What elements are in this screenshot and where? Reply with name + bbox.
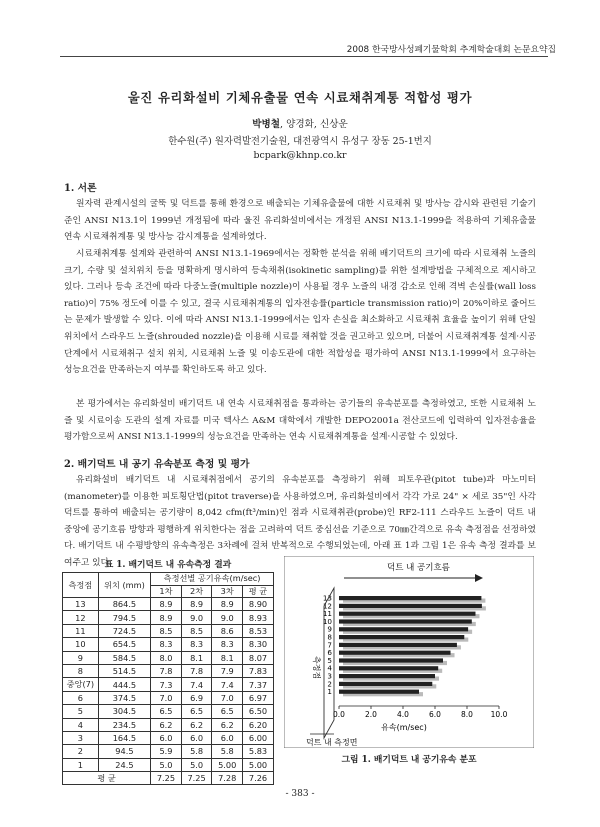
table-cell: 9.0 — [181, 611, 212, 624]
section-heading: 1. 서론 — [64, 183, 97, 194]
table-cell: 5.8 — [181, 745, 212, 758]
table-cell: 6 — [63, 691, 99, 704]
table-cell: 5.83 — [243, 745, 274, 758]
col-header-run2: 2차 — [181, 585, 212, 598]
table-cell: 7.37 — [243, 678, 274, 691]
table-cell: 24.5 — [98, 758, 150, 771]
table-cell: 6.0 — [181, 731, 212, 744]
y-tick-label: 13 — [322, 593, 332, 603]
table-cell: 8.90 — [243, 598, 274, 611]
table-cell: 304.5 — [98, 705, 150, 718]
table-cell: 234.5 — [98, 718, 150, 731]
table-cell: 7.8 — [181, 664, 212, 677]
table-cell: 6.20 — [243, 718, 274, 731]
table-cell: 8.3 — [181, 638, 212, 651]
x-axis-label: 유속(m/sec) — [381, 723, 427, 732]
body-paragraph: 유리화설비 배기덕트 내 시료채취점에서 공기의 유속분포를 측정하기 위해 피토우관(pitot tube)과 마노미터(manometer)를 이용한 피토횡단법(pitot traverse)을 사용하였으며, 유리화설비에서 각각 가로 24" × 세로 35"인 사각 덕트를 통하여 배출되는 공기량이 8,042 cfm(ft³/min)인 점과 시료채취관(probe)인 RF2-111 스라우드 노즐이 덕트 내 중앙에 공기흐름 방향과 평행하게 위치한다는 점을 고려하여 덕트 중심선을 기준으로 70㎜간격으로 유속 측정점을 선정하였다. 배기덕트 내 수평방향의 유속측정은 3차례에 걸쳐 반복적으로 수행되었는데, 아래 표 1과 그림 1은 유속 측정 결과를 보여주고 있다. — [64, 475, 536, 568]
y-tick-label: 4 — [327, 663, 332, 673]
velocity-table — [62, 572, 274, 785]
table-cell: 5.00 — [243, 758, 274, 771]
table-cell: 444.5 — [98, 678, 150, 691]
table-cell: 8.93 — [243, 611, 274, 624]
affiliation: 한수원(주) 원자력발전기술원, 대전광역시 유성구 장동 25-1번지 — [168, 136, 432, 147]
y-tick-label: 10 — [322, 616, 332, 626]
table-cell: 7.8 — [151, 664, 182, 677]
x-tick-label: 2.0 — [365, 710, 377, 719]
table-cell: 8.9 — [181, 598, 212, 611]
x-tick-label: 8.0 — [461, 710, 473, 719]
table-row — [63, 664, 274, 677]
table-cell: 8.53 — [243, 624, 274, 637]
velocity-bar — [339, 627, 468, 631]
col-header-position: 위치 (mm) — [98, 573, 150, 598]
table-cell: 6.9 — [181, 691, 212, 704]
running-header: 2008 한국방사성폐기물학회 추계학술대회 논문요약집 — [346, 45, 556, 55]
col-header-run1: 1차 — [151, 585, 182, 598]
velocity-bar — [339, 604, 482, 608]
header-rule — [60, 56, 548, 57]
y-tick-label: 6 — [327, 648, 332, 658]
table-cell: 6.2 — [181, 718, 212, 731]
table-cell: 8.9 — [212, 598, 243, 611]
table-cell: 164.5 — [98, 731, 150, 744]
velocity-bar — [339, 651, 451, 655]
table-cell: 1 — [63, 758, 99, 771]
table-cell: 8.9 — [151, 611, 182, 624]
x-tick-label: 0.0 — [333, 710, 345, 719]
table-row — [63, 598, 274, 611]
table-cell: 374.5 — [98, 691, 150, 704]
table-cell: 8.1 — [212, 651, 243, 664]
y-axis-label: 측정점 — [312, 656, 321, 680]
table-row — [63, 718, 274, 731]
author-email: bcpark@khnp.co.kr — [253, 150, 347, 161]
page-number: - 383 - — [285, 789, 315, 799]
y-tick-label: 11 — [322, 609, 332, 619]
table-cell: 10 — [63, 638, 99, 651]
table-cell: 6.2 — [151, 718, 182, 731]
paper-title: 울진 유리화설비 기체유출물 연속 시료채취계통 적합성 평가 — [127, 90, 473, 105]
table-row — [63, 651, 274, 664]
table-cell: 6.50 — [243, 705, 274, 718]
table-row — [63, 638, 274, 651]
x-tick-label: 6.0 — [429, 710, 441, 719]
table-cell: 5.0 — [151, 758, 182, 771]
table-cell: 8.6 — [212, 624, 243, 637]
table-cell: 7.0 — [212, 691, 243, 704]
table-cell: 8.3 — [212, 638, 243, 651]
table-cell: 5.9 — [151, 745, 182, 758]
table-cell: 724.5 — [98, 624, 150, 637]
y-tick-label: 8 — [327, 632, 332, 642]
table-row — [63, 611, 274, 624]
average-cell: 7.26 — [243, 772, 274, 785]
lead-author: 박병철 — [252, 119, 280, 130]
table-cell: 6.5 — [151, 705, 182, 718]
y-tick-label: 1 — [327, 687, 332, 697]
col-header-run3: 3차 — [212, 585, 243, 598]
table-cell: 3 — [63, 731, 99, 744]
table-cell: 6.0 — [151, 731, 182, 744]
y-tick-label: 2 — [327, 679, 332, 689]
table-cell: 6.2 — [212, 718, 243, 731]
table-cell: 654.5 — [98, 638, 150, 651]
average-label: 평 균 — [63, 772, 151, 785]
velocity-bar — [339, 690, 419, 694]
table-cell: 8.5 — [181, 624, 212, 637]
x-tick-label: 10.0 — [490, 710, 508, 719]
table-cell: 8.30 — [243, 638, 274, 651]
x-tick-label: 4.0 — [397, 710, 409, 719]
average-row — [63, 772, 274, 785]
table-cell: 8.07 — [243, 651, 274, 664]
table-cell: 8.9 — [151, 598, 182, 611]
table-cell: 9 — [63, 651, 99, 664]
velocity-bar — [339, 619, 472, 623]
body-paragraph: 본 평가에서는 유리화설비 배기덕트 내 연속 시료채취점을 통과하는 공기들의 유속분포를 측정하였고, 또한 시료채취 노즐 및 시료이송 도관의 설계 자료를 미국 텍사스 A&M 대학에서 개발한 DEPO2001a 전산코드에 입력하여 입자전송율을 평가함으로써 ANSI N13.1-1999의 성능요건을 만족하는 연속 시료채취계통을 설계·시공할 수 있었다. — [64, 399, 536, 443]
table-cell: 7.3 — [151, 678, 182, 691]
table-cell: 7.9 — [212, 664, 243, 677]
velocity-figure — [284, 556, 534, 748]
col-header-group: 측정선별 공기유속(m/sec) — [151, 573, 274, 586]
velocity-bar — [339, 666, 438, 670]
table-cell: 8.1 — [181, 651, 212, 664]
velocity-bar — [339, 682, 432, 686]
flow-label: 덕트 내 공기흐름 — [387, 563, 450, 573]
table-cell: 6.5 — [212, 705, 243, 718]
col-header-point: 측정점 — [63, 573, 99, 598]
table-cell: 13 — [63, 598, 99, 611]
table-cell: 8.5 — [151, 624, 182, 637]
table-cell: 6.5 — [181, 705, 212, 718]
table-cell: 4 — [63, 718, 99, 731]
table-cell: 5.8 — [212, 745, 243, 758]
velocity-bar — [339, 658, 443, 662]
table-cell: 584.5 — [98, 651, 150, 664]
table-cell: 864.5 — [98, 598, 150, 611]
section-label: 덕트 내 측정면 — [306, 738, 358, 747]
table-cell: 중앙(7) — [63, 678, 99, 691]
table-cell: 9.0 — [212, 611, 243, 624]
table-cell: 7.0 — [151, 691, 182, 704]
table-cell: 12 — [63, 611, 99, 624]
table-cell: 5.00 — [212, 758, 243, 771]
table-row — [63, 691, 274, 704]
average-cell: 7.28 — [212, 772, 243, 785]
table-cell: 7.4 — [212, 678, 243, 691]
body-paragraph: 시료채취계통 설계와 관련하여 ANSI N13.1-1969에서는 정확한 분석을 위해 배기덕트의 크기에 따라 시료채취 노즐의 크기, 수량 및 설치위치 등을 명확하게 명시하여 등속채취(isokinetic sampling)를 위한 설계방법을 구체적으로 제시하고 있다. 그러나 등속 조건에 따라 다중노즐(multiple nozzle)이 사용될 경우 노즐의 내경 감소로 인해 격벽 손실률(wall loss ratio)이 75% 정도에 이를 수 있고, 결국 시료채취계통의 입자전송률(particle transmission ratio)이 20%이하로 줄어드는 문제가 발생할 수 있다. 이에 따라 ANSI N13.1-1999에서는 입자 손실을 최소화하고 시료채취 효율을 높이기 위해 단일 위치에서 스라우드 노즐(shrouded nozzle)을 이용해 시료를 채취할 것을 권고하고 있으며, 더불어 시료채취계통 설계·시공 단계에서 시료채취구 설치 위치, 시료채취 노즐 및 이송도관에 대한 적합성을 평가하여 ANSI N13.1-1999에서 요구하는 성능요건을 만족하는지 여부를 확인하도록 하고 있다. — [64, 249, 536, 376]
table-cell: 11 — [63, 624, 99, 637]
velocity-bar — [339, 643, 457, 647]
y-tick-label: 3 — [327, 671, 332, 681]
table-cell: 7.83 — [243, 664, 274, 677]
table-cell: 7.4 — [181, 678, 212, 691]
table-cell: 94.5 — [98, 745, 150, 758]
y-tick-label: 5 — [327, 655, 332, 665]
table-row — [63, 678, 274, 691]
y-tick-label: 9 — [327, 624, 332, 634]
table-row — [63, 758, 274, 771]
table-cell: 5 — [63, 705, 99, 718]
table-caption: 표 1. 배기덕트 내 유속측정 결과 — [104, 560, 232, 570]
velocity-bar — [339, 635, 464, 639]
figure-caption: 그림 1. 배기덕트 내 공기유속 분포 — [341, 755, 477, 765]
col-header-average: 평 균 — [243, 585, 274, 598]
y-tick-label: 12 — [322, 601, 332, 611]
table-cell: 6.0 — [212, 731, 243, 744]
table-cell: 6.97 — [243, 691, 274, 704]
table-row — [63, 705, 274, 718]
table-row — [63, 745, 274, 758]
author-list — [0, 116, 600, 130]
table-cell: 6.00 — [243, 731, 274, 744]
co-authors: , 양경화, 신상운 — [280, 119, 348, 130]
table-cell: 5.0 — [181, 758, 212, 771]
table-cell: 794.5 — [98, 611, 150, 624]
table-row — [63, 624, 274, 637]
table-cell: 514.5 — [98, 664, 150, 677]
velocity-bar — [339, 612, 475, 616]
section-heading: 2. 배기덕트 내 공기 유속분포 측정 및 평가 — [64, 459, 250, 470]
velocity-bar — [339, 674, 435, 678]
table-cell: 2 — [63, 745, 99, 758]
average-cell: 7.25 — [181, 772, 212, 785]
average-cell: 7.25 — [151, 772, 182, 785]
table-row — [63, 731, 274, 744]
velocity-bar — [339, 596, 481, 600]
body-paragraph: 원자력 관계시설의 굴뚝 및 덕트를 통해 환경으로 배출되는 기체유출물에 대한 시료채취 및 방사능 감시와 관련된 기술기준인 ANSI N13.1이 1999년 개정됨에 따라 울진 유리화설비에서는 개정된 ANSI N13.1-1999을 적용하여 기체유출물 연속 시료채취계통 및 방사능 감시계통을 설계하였다. — [64, 199, 536, 243]
table-cell: 8.3 — [151, 638, 182, 651]
table-cell: 8 — [63, 664, 99, 677]
table-cell: 8.0 — [151, 651, 182, 664]
y-tick-label: 7 — [327, 640, 332, 650]
